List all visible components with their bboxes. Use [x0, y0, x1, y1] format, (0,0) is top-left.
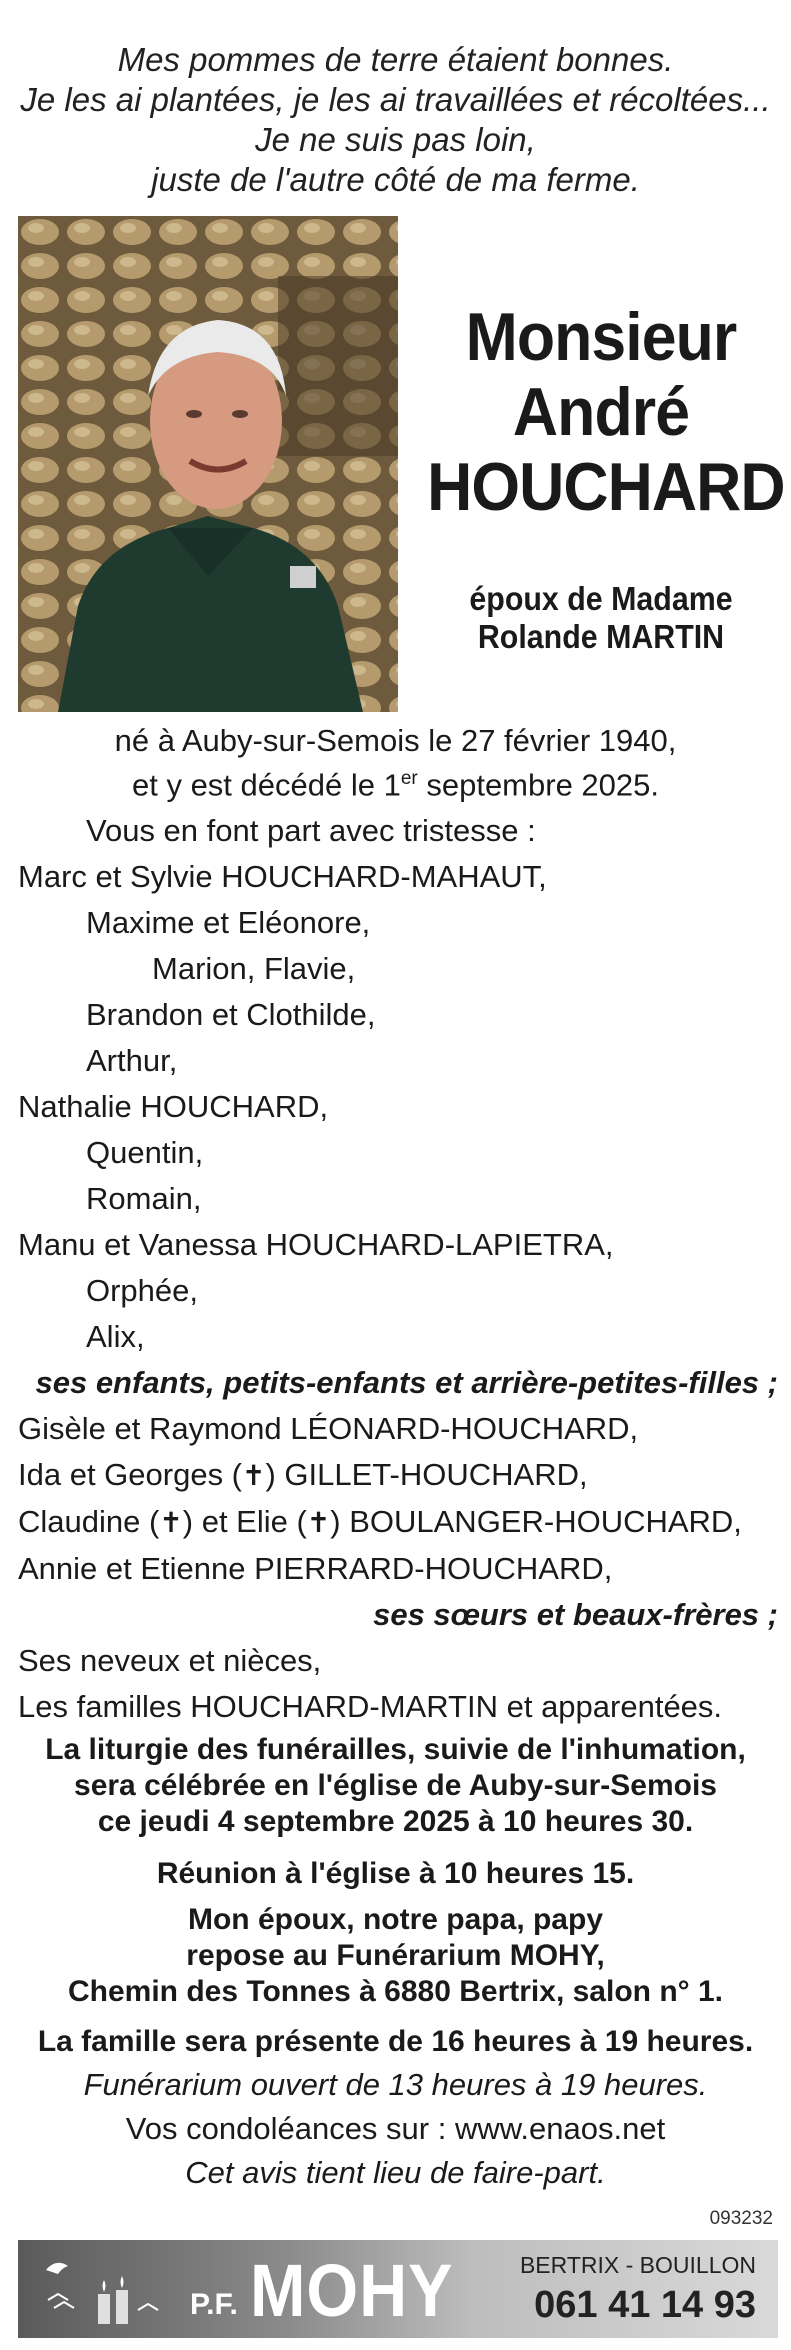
- family-line: [18, 1499, 778, 1546]
- text-fragment: Claudine (: [18, 1504, 160, 1539]
- death-line-end: septembre 2025.: [417, 767, 659, 803]
- family-line: Arthur,: [86, 1043, 178, 1078]
- family-line: Marc et Sylvie HOUCHARD-MAHAUT,: [18, 859, 547, 894]
- family-line: Manu et Vanessa HOUCHARD-LAPIETRA,: [18, 1227, 614, 1262]
- pf-label: P.F.: [190, 2288, 238, 2321]
- last-name: HOUCHARD: [427, 449, 785, 525]
- honorific: Monsieur: [465, 299, 737, 375]
- ordinal-suffix: er: [400, 768, 418, 789]
- children-caption: ses enfants, petits-enfants et arrière-petites-filles ;: [35, 1365, 778, 1400]
- family-line: Quentin,: [86, 1135, 204, 1170]
- family-list: [18, 808, 778, 1730]
- poem-line: Mes pommes de terre étaient bonnes.: [117, 41, 674, 78]
- ceremony-line: ce jeudi 4 septembre 2025 à 10 heures 30.: [97, 1805, 694, 1838]
- reference-number: 093232: [709, 2208, 773, 2229]
- family-line: Gisèle et Raymond LÉONARD-HOUCHARD,: [18, 1411, 639, 1446]
- portrait-photo: [18, 216, 398, 712]
- first-name: André: [512, 374, 690, 450]
- ceremony-line: Chemin des Tonnes à 6880 Bertrix, salon n° 1.: [68, 1975, 723, 2008]
- family-intro: Vous en font part avec tristesse :: [86, 813, 536, 848]
- birth-death-info: [0, 722, 791, 804]
- spouse-line: Rolande MARTIN: [477, 618, 725, 655]
- family-line: Les familles HOUCHARD-MARTIN et apparentées.: [18, 1689, 723, 1724]
- spouse-info: [427, 580, 775, 656]
- text-fragment: ) et Elie (: [182, 1504, 307, 1539]
- text-fragment: Ida et Georges (: [18, 1457, 243, 1492]
- death-line: [0, 760, 791, 804]
- death-line-start: et y est décédé le 1: [131, 767, 401, 803]
- family-line: Nathalie HOUCHARD,: [18, 1089, 329, 1124]
- funeral-home-banner: [18, 2240, 778, 2338]
- family-line: Ses neveux et nièces,: [18, 1643, 322, 1678]
- funeral-home-phone[interactable]: 061 41 14 93: [534, 2284, 756, 2326]
- family-line: Annie et Etienne PIERRARD-HOUCHARD,: [18, 1551, 613, 1586]
- opening-hours: Funérarium ouvert de 13 heures à 19 heures.: [83, 2067, 708, 2102]
- cross-icon: ✝: [159, 1507, 183, 1538]
- rest-location: [0, 1902, 791, 2010]
- poem-line: Je les ai plantées, je les ai travaillées et récoltées...: [20, 81, 771, 118]
- family-line: Marion, Flavie,: [152, 951, 356, 986]
- family-visiting-hours: La famille sera présente de 16 heures à 19 heures.: [37, 2025, 754, 2058]
- siblings-caption: ses sœurs et beaux-frères ;: [373, 1597, 778, 1632]
- text-fragment: ) GILLET-HOUCHARD,: [265, 1457, 588, 1492]
- poem-line: Je ne suis pas loin,: [255, 121, 536, 158]
- poem-line: juste de l'autre côté de ma ferme.: [151, 161, 640, 198]
- ceremony-line: repose au Funérarium MOHY,: [186, 1939, 605, 1972]
- ceremony-line: La liturgie des funérailles, suivie de l'inhumation,: [45, 1733, 746, 1766]
- family-line: Alix,: [86, 1319, 145, 1354]
- birth-line: né à Auby-sur-Semois le 27 février 1940,: [114, 723, 677, 758]
- notice-disclaimer: Cet avis tient lieu de faire-part.: [185, 2155, 606, 2190]
- deceased-name: [412, 300, 790, 525]
- funeral-home-locations: BERTRIX - BOUILLON: [519, 2252, 756, 2278]
- meeting-time: Réunion à l'église à 10 heures 15.: [156, 1857, 635, 1890]
- condolences-link[interactable]: Vos condoléances sur : www.enaos.net: [125, 2111, 666, 2146]
- cross-icon: ✝: [242, 1460, 266, 1491]
- cross-icon: ✝: [306, 1507, 331, 1538]
- family-line: [18, 1452, 778, 1499]
- family-line: Orphée,: [86, 1273, 199, 1308]
- ceremony-line: Mon époux, notre papa, papy: [187, 1903, 604, 1936]
- funeral-details: [0, 1732, 791, 1840]
- ceremony-line: sera célébrée en l'église de Auby-sur-Semois: [74, 1769, 717, 1802]
- spouse-line: époux de Madame: [469, 580, 733, 617]
- funeral-home-logo: MOHY: [250, 2249, 454, 2332]
- text-fragment: ) BOULANGER-HOUCHARD,: [330, 1504, 742, 1539]
- family-line: Maxime et Eléonore,: [86, 905, 371, 940]
- epitaph-poem: [0, 40, 791, 200]
- family-line: Brandon et Clothilde,: [86, 997, 376, 1032]
- dove-candle-icon: [28, 2250, 178, 2330]
- family-line: Romain,: [86, 1181, 202, 1216]
